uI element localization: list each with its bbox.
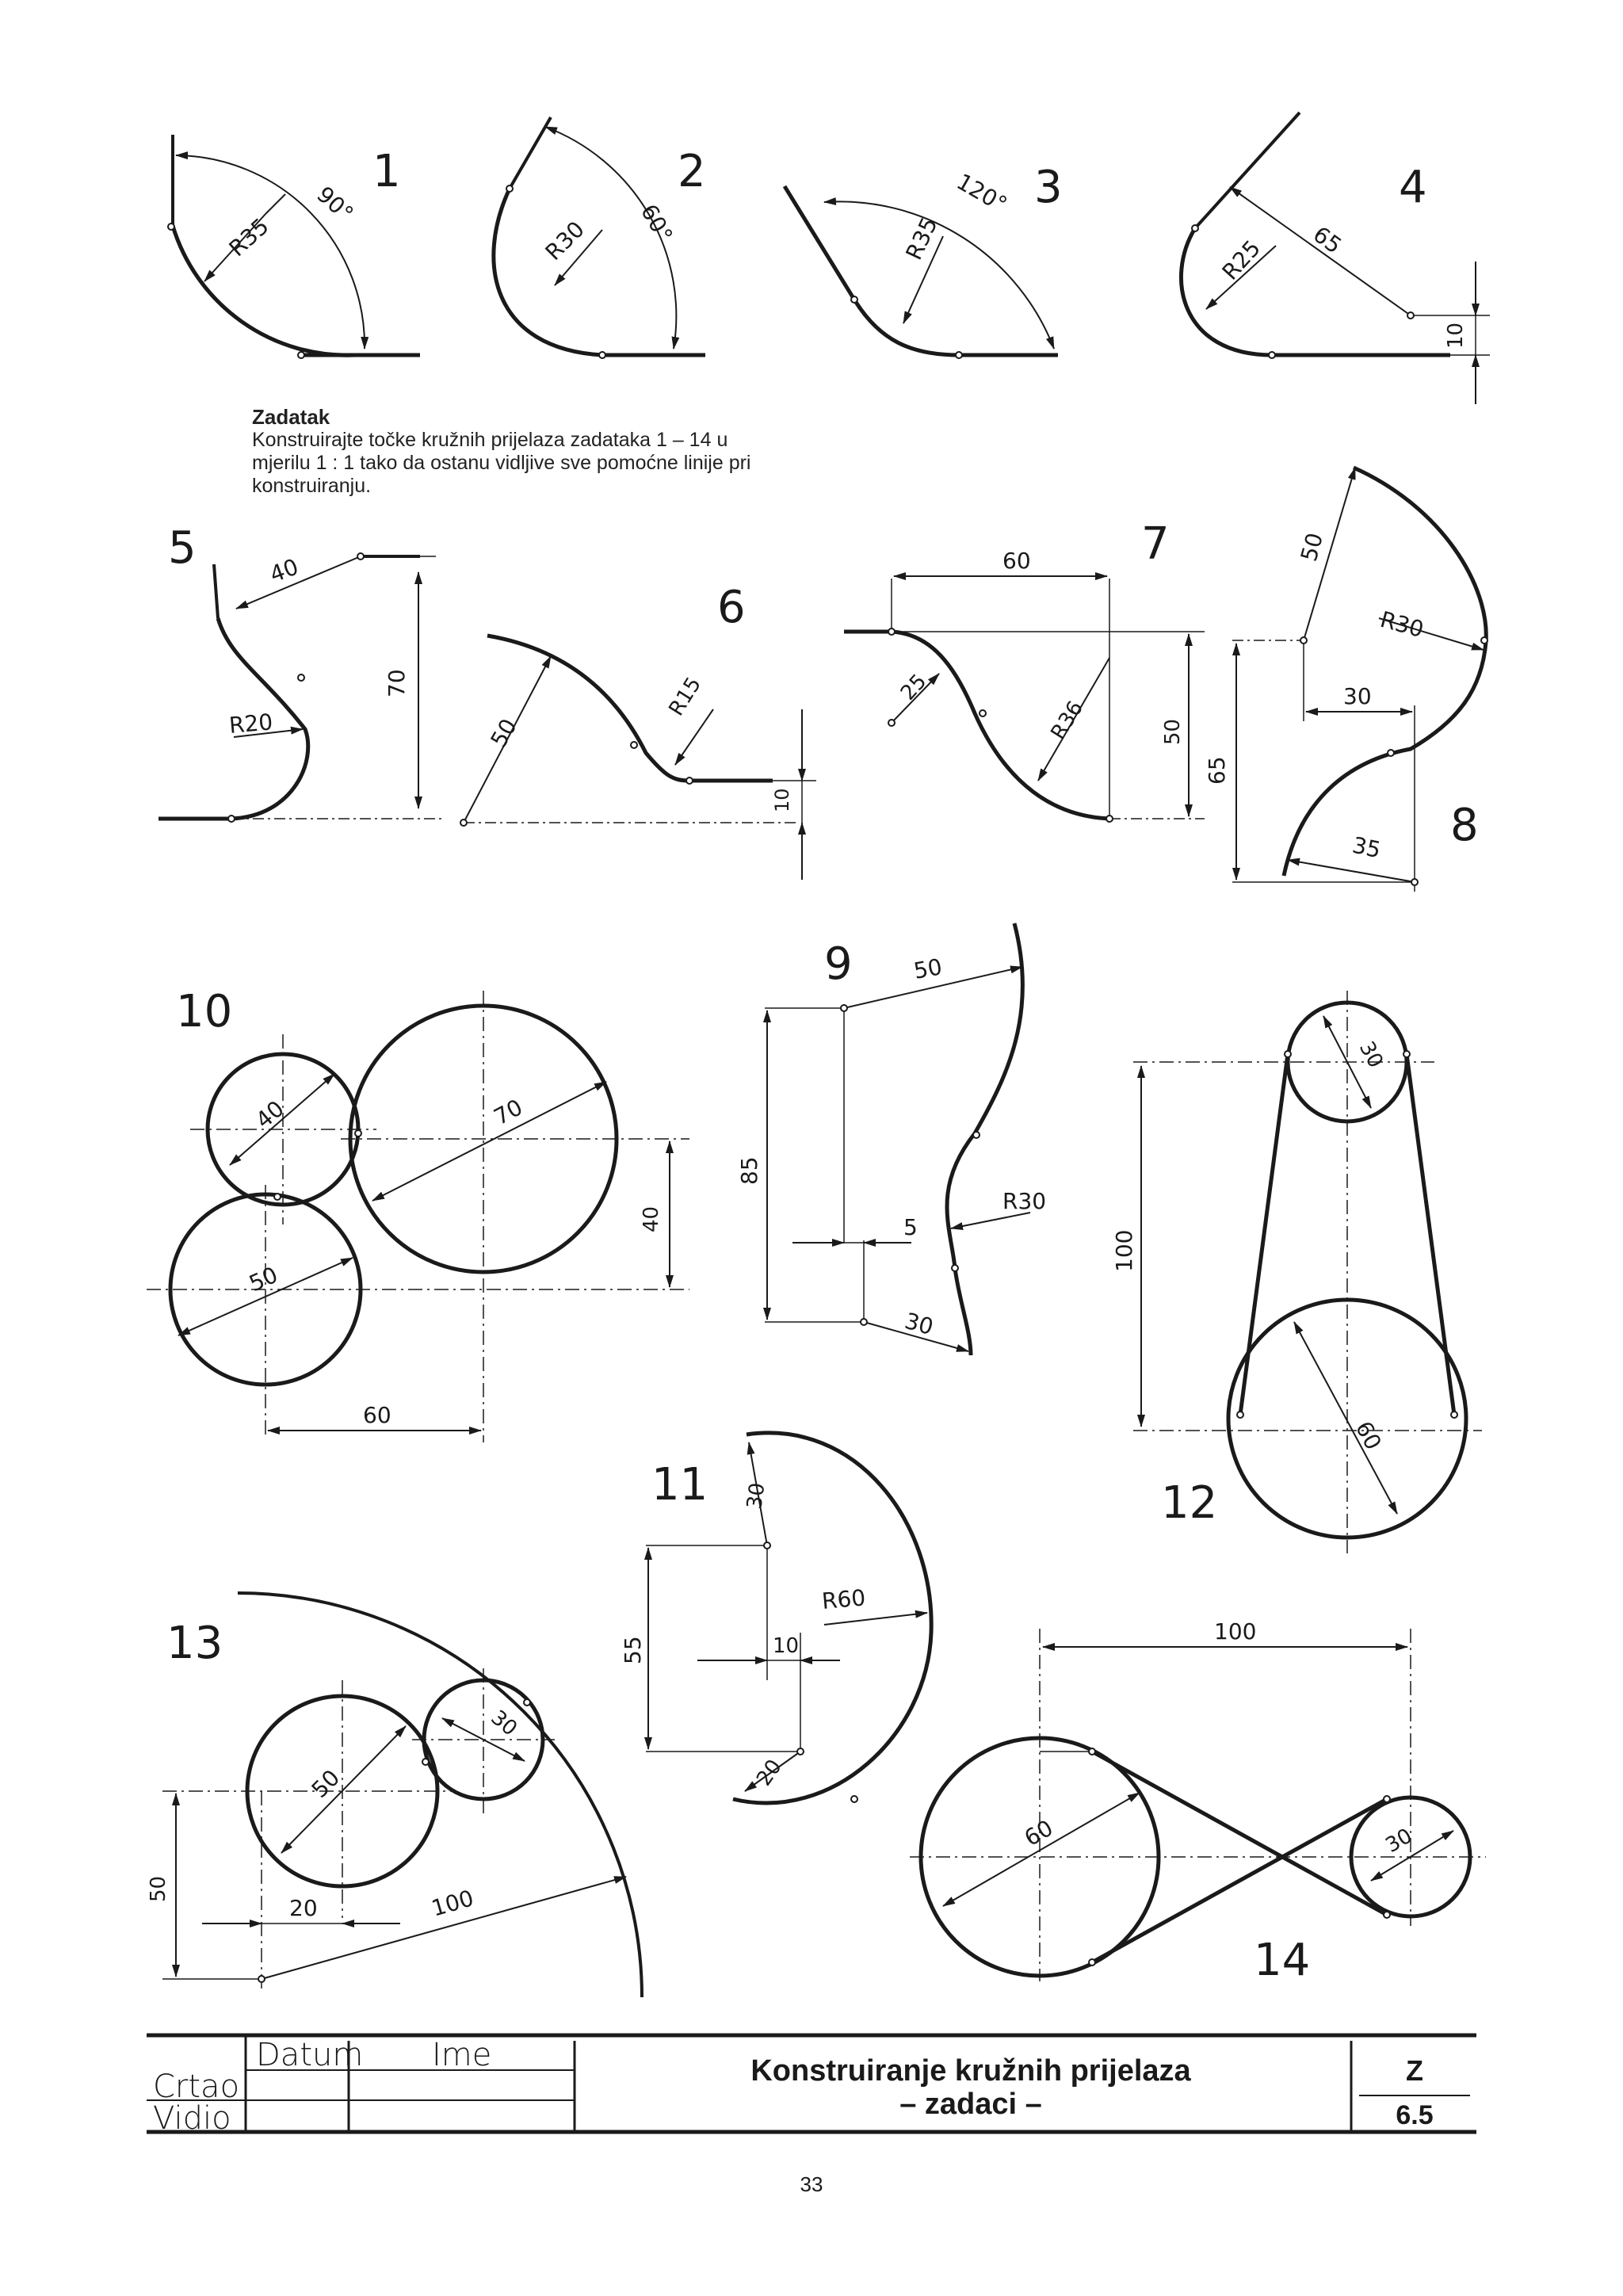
dim-label: 50 — [911, 953, 945, 984]
problem-number: 6 — [717, 582, 746, 633]
dim-label: 50 — [1295, 529, 1328, 564]
problem-2 — [494, 117, 706, 358]
crtao-label: Crtao — [153, 2069, 240, 2105]
dim-label: 30 — [902, 1307, 937, 1340]
dim-label: 55 — [620, 1636, 646, 1664]
problem-number: 4 — [1399, 162, 1427, 213]
dim-label: 100 — [1111, 1229, 1137, 1272]
sheet-title: Konstruiranje kružnih prijelaza — [750, 2054, 1191, 2088]
dim-label: 50 — [245, 1261, 282, 1297]
radius-label: R20 — [227, 709, 274, 739]
dim-label: 60 — [1002, 548, 1031, 574]
problem-12 — [1111, 991, 1482, 1553]
sheet-subtitle: – zadaci – — [899, 2088, 1042, 2121]
dim-label: 30 — [1354, 1037, 1388, 1072]
problem-number: 13 — [166, 1618, 223, 1669]
problem-number: 14 — [1254, 1935, 1311, 1986]
problem-number: 5 — [168, 522, 197, 574]
dim-label: 10 — [773, 1634, 800, 1658]
dim-label: 35 — [1350, 831, 1384, 864]
vidio-label: Vidio — [153, 2100, 231, 2137]
dim-label: 30 — [1343, 683, 1372, 709]
problem-1 — [168, 135, 420, 358]
dim-label: 20 — [752, 1755, 787, 1791]
problem-number: 8 — [1450, 800, 1479, 851]
sheet-code: Z — [1406, 2054, 1423, 2087]
radius-label: R35 — [223, 212, 274, 262]
dim-label: 70 — [384, 669, 410, 697]
problem-number: 11 — [651, 1459, 708, 1511]
problem-6 — [460, 582, 816, 880]
problem-10 — [147, 986, 689, 1442]
dim-label: 60 — [1350, 1416, 1387, 1454]
datum-label: Datum — [256, 2037, 364, 2073]
radius-label: R30 — [1002, 1188, 1047, 1214]
problem-14 — [910, 1618, 1486, 1986]
dim-label: 50 — [147, 1875, 170, 1902]
ime-label: Ime — [432, 2037, 492, 2073]
dim-label: 20 — [289, 1895, 318, 1921]
dim-label: 30 — [743, 1481, 770, 1511]
dim-label: 85 — [736, 1156, 762, 1185]
radius-label: R15 — [664, 673, 707, 720]
radius-label: R30 — [1377, 606, 1426, 644]
page-number: 33 — [800, 2172, 823, 2196]
dim-label: 70 — [489, 1094, 527, 1131]
problem-9 — [736, 923, 1046, 1355]
angle-label: 60° — [635, 200, 678, 247]
dim-label: 60 — [363, 1402, 391, 1428]
radius-label: R60 — [820, 1584, 867, 1614]
problem-number: 10 — [176, 986, 233, 1037]
problem-number: 7 — [1141, 518, 1170, 570]
dim-label: 30 — [1381, 1824, 1417, 1859]
dim-label: 50 — [306, 1764, 346, 1803]
problem-number: 12 — [1161, 1477, 1218, 1529]
radius-label: R36 — [1046, 697, 1089, 744]
problem-8 — [1204, 468, 1487, 892]
dim-label: 10 — [771, 788, 793, 812]
problem-number: 1 — [372, 146, 401, 197]
dim-label: 25 — [896, 670, 932, 705]
dim-label: 100 — [428, 1885, 477, 1922]
dim-label: 5 — [903, 1214, 918, 1240]
dim-label: 65 — [1204, 756, 1230, 785]
dim-label: 50 — [485, 714, 522, 752]
dim-label: 50 — [1161, 718, 1185, 745]
problem-4 — [1181, 113, 1490, 404]
problem-number: 9 — [824, 938, 853, 990]
radius-label: R25 — [1216, 235, 1266, 285]
problem-number: 2 — [678, 146, 706, 197]
radius-label: R30 — [540, 216, 590, 266]
problem-5 — [158, 522, 444, 822]
angle-label: 120° — [952, 168, 1012, 218]
title-block — [147, 2035, 1476, 2137]
dim-label: 40 — [266, 553, 302, 588]
angle-label: 90° — [311, 181, 359, 227]
task-text: Konstruirajte točke kružnih prijelaza zadataka 1 – 14 u mjerilu 1 : 1 tako da ostanu vidljive sve pomoćne linije pri konstruiranju. — [252, 429, 751, 497]
dim-label: 10 — [1444, 322, 1468, 349]
problem-number: 3 — [1034, 162, 1063, 213]
problem-7 — [844, 518, 1205, 822]
problem-3 — [785, 162, 1063, 358]
dim-label: 40 — [640, 1205, 663, 1232]
dim-label: 30 — [486, 1706, 522, 1741]
dim-label: 60 — [1020, 1814, 1058, 1852]
dim-label: 40 — [250, 1095, 289, 1134]
dim-label: 100 — [1214, 1618, 1257, 1645]
task-heading: Zadatak — [252, 405, 330, 429]
radius-label: R35 — [900, 213, 943, 264]
dim-label: 65 — [1308, 220, 1347, 259]
task-instructions — [252, 406, 759, 498]
problem-13 — [147, 1593, 642, 1997]
sheet-number: 6.5 — [1396, 2100, 1434, 2130]
problem-11 — [620, 1433, 931, 1803]
